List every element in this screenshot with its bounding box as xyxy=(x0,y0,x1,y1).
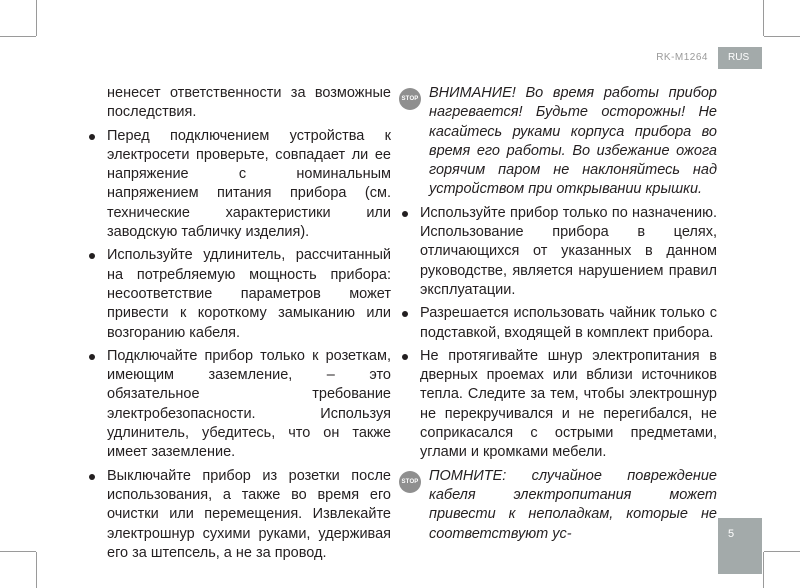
continued-paragraph: ненесет ответственности за возможные последствия. xyxy=(107,85,391,121)
crop-mark xyxy=(36,0,37,36)
list-item: Используйте прибор только по назначению. Использование прибора в целях, отличающихся от указанных в данном руководстве, является нарушением правил эксплуатации. xyxy=(399,204,717,300)
crop-mark xyxy=(764,36,800,37)
crop-mark xyxy=(0,36,36,37)
list-item: Выключайте прибор из розетки после использования, а также во время его очистки или перемещения. Извлекайте электрошнур сухими руками, удерживая его за штепсель, а не за провод. xyxy=(86,467,391,563)
crop-mark xyxy=(763,552,764,588)
safety-list-left xyxy=(86,127,391,564)
list-item: Перед подключением устройства к электросети проверьте, совпадает ли ее напряжение с номинальным напряжением питания прибора (см. технические характеристики или заводскую табличку изделия). xyxy=(86,127,391,243)
warning-cable xyxy=(399,467,717,544)
crop-mark xyxy=(763,0,764,36)
model-number: RK-M1264 xyxy=(656,52,708,63)
language-tab: RUS xyxy=(718,47,762,69)
stop-icon: STOP xyxy=(399,88,421,110)
list-item: Подключайте прибор только к розеткам, имеющим заземление, – это обязательное требование электробезопасности. Используя удлинитель, убедитесь, что он также имеет заземление. xyxy=(86,347,391,463)
crop-mark xyxy=(764,551,800,552)
safety-list-right xyxy=(399,204,717,463)
stop-icon: STOP xyxy=(399,471,421,493)
list-item: Разрешается использовать чайник только с подставкой, входящей в комплект прибора. xyxy=(399,304,717,343)
crop-mark xyxy=(0,551,36,552)
warning-hot xyxy=(399,84,717,200)
warning-text: ВНИМАНИЕ! Во время работы прибор нагревается! Будьте осторожны! Не касайтесь руками корпуса прибора во время его работы. Во избежание ожога горячим паром не наклоняйтесь над устройством при открывании крышки. xyxy=(429,85,717,198)
list-item: Не протягивайте шнур электропитания в дверных проемах или вблизи источников тепла. Следите за тем, чтобы электрошнур не перекручивался и не перегибался, не соприкасался с острыми предметами, углами и кромками мебели. xyxy=(399,347,717,463)
right-column xyxy=(399,84,717,544)
left-column xyxy=(86,84,391,563)
page-number: 5 xyxy=(728,528,735,540)
crop-mark xyxy=(36,552,37,588)
list-item: Используйте удлинитель, рассчитанный на потребляемую мощность прибора: несоответствие параметров может привести к короткому замыканию или возгоранию кабеля. xyxy=(86,246,391,342)
page-number-tab xyxy=(718,518,762,574)
warning-text: ПОМНИТЕ: случайное повреждение кабеля электропитания может привести к неполадкам, которые не соответствуют ус- xyxy=(429,467,717,542)
